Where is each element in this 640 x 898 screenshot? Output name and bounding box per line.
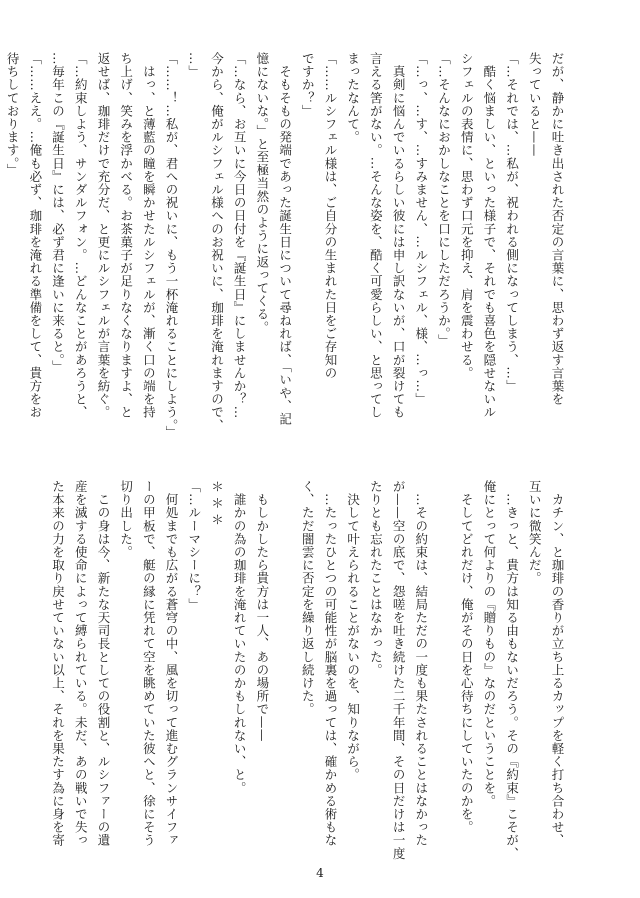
text-line: 「…なら、お互いに今日の日付を『誕生日』にしませんか？… xyxy=(232,52,248,419)
text-line: はっ、と薄藍の瞳を瞬かせたルシフェルが、漸く口の端を持 xyxy=(141,52,157,419)
text-line: 「…っ、…す、…すみません、…ルシフェル、様、…っ…」 xyxy=(413,52,429,406)
text-line: まったなんて。 xyxy=(345,52,361,144)
text-line: 誰かの為の珈琲を淹れていたのかもしれない、と。 xyxy=(232,480,248,795)
text-line: この身は今、新たな天司長としての役割と、ルシファーの遺 xyxy=(95,480,111,847)
text-line: …きっと、貴方は知る由もないだろう。その『約束』こそが、 xyxy=(504,480,520,860)
text-line: ち上げ、笑みを浮かべる。お茶菓子が足りなくなりますよ、と xyxy=(118,52,134,419)
text-line: そしてどれだけ、俺がその日を心待ちにしていたのかを。 xyxy=(459,480,475,834)
text-line: 「……ええ。…俺も必ず、珈琲を淹れる準備をして、貴方をお xyxy=(27,52,43,419)
upper-text-block xyxy=(5,52,568,439)
lower-text-block xyxy=(50,480,568,860)
text-line: 「…約束しよう、サンダルフォン。…どんなことがあろうと、 xyxy=(73,52,89,419)
text-line: 今から、俺がルシフェル様へのお祝いに、珈琲を淹れますので、 xyxy=(209,52,225,432)
text-line: シフェルの表情に、思わず口元を抑え、肩を震わせる。 xyxy=(459,52,475,380)
text-line: 酷く悩ましい、といった様子で、それでも喜色を隠せないル xyxy=(481,52,497,419)
text-line: 「……ルシフェル様は、ご自分の生まれた日をご存知の xyxy=(322,52,338,380)
text-line: く、ただ闇雲に否定を繰り返し続けた。 xyxy=(300,480,316,716)
text-line: そもそもの発端であった誕生日について尋ねれば、「いや、記 xyxy=(277,52,293,426)
text-line: カチン、と珈琲の香りが立ち上るカップを軽く打ち合わせ、 xyxy=(550,480,565,847)
text-line: だが、静かに吐き出された否定の言葉に、思わず返す言葉を xyxy=(550,52,565,406)
text-line: 切り出した。 xyxy=(118,480,134,559)
text-line: ーの甲板で、艇の縁に凭れて空を眺めていた彼へと、徐にそう xyxy=(141,480,157,847)
text-line: 「…そんなにおかしなことを口にしただろうか。」 xyxy=(436,52,452,348)
text-line xyxy=(273,480,296,855)
text-line: 何処までも広がる蒼穹の中、風を切って進むグランサイファ xyxy=(164,480,180,847)
text-line: 待ちしております。」 xyxy=(5,52,21,177)
text-line: たりとも忘れたことはなかった。 xyxy=(368,480,384,677)
section-separator: ＊＊＊ xyxy=(209,480,225,530)
text-line: 真剣に悩んでいるらしい彼には申し訳ないが、口が裂けても xyxy=(391,52,407,419)
text-line: …その約束は、結局ただの一度も果たされることはなかった xyxy=(413,480,429,847)
text-line: …」 xyxy=(186,52,202,79)
text-line: 「…それでは、…私が、祝われる側になってしまう、…」 xyxy=(504,52,520,393)
text-line xyxy=(432,480,455,855)
text-line: 憶にないな。」と至極当然のように返ってくる。 xyxy=(254,52,270,334)
text-line: 言える筈がない。…そんな姿を、酷く可愛らしい、と思ってし xyxy=(368,52,384,419)
text-line: …毎年この『誕生日』には、必ず君に逢いに来ると。」 xyxy=(50,52,66,374)
text-line: …たったひとつの可能性が脳裏を過っては、確かめる術もな xyxy=(322,480,338,847)
text-line: 決して叶えられることがないのを、知りながら。 xyxy=(345,480,361,782)
text-line: た本来の力を取り戻せていない以上、それを果たす為に身を寄 xyxy=(50,480,66,847)
text-line: もしかしたら貴方は一人、あの場所で—— xyxy=(254,480,270,742)
text-line: 産を滅する使命によって縛られている。未だ、あの戦いで失っ xyxy=(73,480,89,847)
text-line: 俺にとって何よりの『贈りもの』なのだということを。 xyxy=(481,480,497,808)
text-line: が——空の底で、怨嗟を吐き続けた二千年間、その日だけは一度 xyxy=(391,480,407,860)
text-line: ですか？」 xyxy=(300,52,316,118)
text-line: 互いに微笑んだ。 xyxy=(527,480,543,585)
text-line: 失っていると—— xyxy=(527,52,543,157)
text-line: 返せば、珈琲だけで充分だ、と更にルシフェルが言葉を紡ぐ。 xyxy=(95,52,111,419)
text-line: 「……！…私が、君への祝いに、もう一杯淹れることにしよう。」 xyxy=(164,52,180,439)
page-number: 4 xyxy=(316,866,324,880)
text-line: 「…ルーマシーに？」 xyxy=(186,480,202,611)
